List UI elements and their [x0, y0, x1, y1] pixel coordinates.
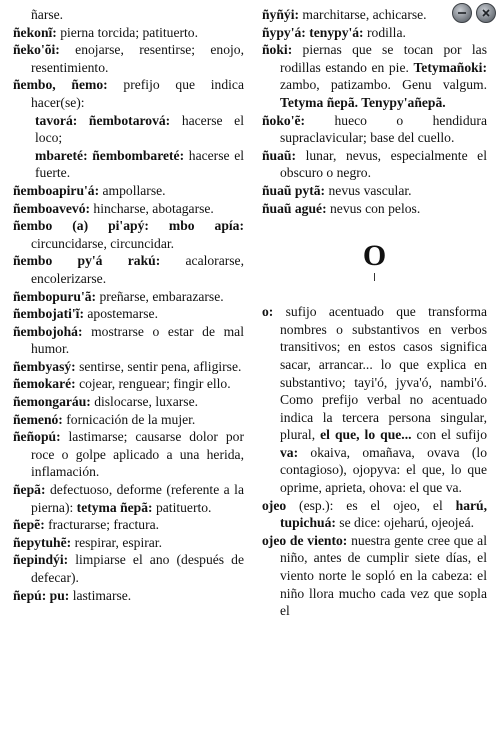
entry-body: hueco o hendidura supraclavicular; base del cuello. — [280, 112, 487, 146]
dictionary-entry — [13, 411, 244, 429]
dictionary-entry — [13, 587, 244, 605]
dictionary-entry — [13, 182, 244, 200]
entry-headword: ñemenó: — [13, 411, 63, 427]
entry-headword: o: — [262, 304, 274, 320]
dictionary-entry — [262, 41, 487, 111]
entry-headword: ñepẽ: — [13, 517, 45, 533]
entry-body: hacerse el loco; — [35, 112, 244, 146]
entry-body: (esp.): es el ojeo, el — [286, 497, 456, 513]
dictionary-entry — [262, 182, 487, 200]
entry-headword-inline: Tetymañoki: — [413, 59, 487, 75]
section-letter-text: O — [362, 239, 387, 273]
entry-headword: ñembo (a) pi'apý: mbo apía: — [13, 218, 244, 234]
entry-headword: ñembyasý: — [13, 358, 76, 374]
entry-body: nevus vascular. — [325, 182, 412, 198]
entry-headword: ñepã: — [13, 482, 46, 498]
sub-entry — [13, 147, 244, 182]
left-column — [13, 6, 244, 604]
entry-body: mostrarse o estar de mal humor. — [31, 323, 244, 357]
entry-body: defectuoso, deforme (referente a la pierna): — [31, 482, 244, 515]
dictionary-entry — [13, 24, 244, 42]
entry-body: se dice: ojeharú, ojeojeá. — [335, 515, 475, 531]
entry-body: nuestra gente cree que al niño, antes de cumplir siete días, el viento norte le sopló en la cabeza: el niño llora mucho cada vez que sopla el — [280, 532, 487, 619]
dictionary-entry — [13, 41, 244, 76]
dictionary-entry — [262, 6, 487, 24]
entry-headword: ñepú: pu: — [13, 587, 70, 603]
entry-body: lastimarse. — [69, 587, 132, 603]
entry-headword: tavorá: ñembotarová: — [35, 112, 171, 128]
dictionary-entry — [13, 481, 244, 516]
entry-headword-inline: tetyma ñepã: — [76, 499, 153, 515]
entry-body: dislocarse, luxarse. — [90, 394, 199, 410]
entry-body: circuncidarse, circuncidar. — [31, 235, 175, 251]
entry-headword: ñuaũ pytã: — [262, 182, 326, 198]
dictionary-entry — [13, 200, 244, 218]
entry-headword: ñemongaráu: — [13, 394, 91, 410]
entry-body: pierna torcida; patituerto. — [56, 24, 198, 40]
right-column — [262, 6, 487, 620]
entry-headword: ñembo py'á rakú: — [13, 253, 161, 269]
dictionary-entry — [13, 217, 244, 252]
dictionary-entry — [13, 252, 244, 287]
entry-headword: ñekonĩ: — [13, 24, 57, 40]
entry-headword: ojeo de viento: — [262, 532, 348, 548]
entry-headword: ñeñopú: — [13, 429, 61, 445]
entry-headword: ñypy'á: tenypy'á: — [262, 24, 364, 40]
entry-body: marchitarse, achicarse. — [299, 7, 427, 22]
entry-headword: ñoki: — [262, 42, 293, 58]
sub-entry — [13, 112, 244, 147]
entry-headword: ojeo — [262, 497, 287, 513]
dictionary-entry — [13, 323, 244, 358]
dictionary-entry — [13, 76, 244, 111]
dictionary-entry — [262, 112, 487, 147]
dictionary-entry — [13, 428, 244, 481]
entry-body: rodilla. — [363, 24, 406, 40]
entry-body: piernas que se tocan por las rodillas estando en pie. — [280, 42, 487, 75]
entry-headword-inline: va: — [280, 444, 299, 460]
entry-body: apostemarse. — [83, 306, 158, 322]
entry-headword: ñuaũ: — [262, 147, 297, 163]
entry-headword-inline: Tetyma ñepã. Tenypy'añepã. — [280, 94, 446, 110]
entry-headword: ñemboapiru'á: — [13, 182, 100, 198]
entry-body: enojarse, resentirse; enojo, resentimiento. — [31, 42, 244, 75]
dictionary-entry — [262, 24, 487, 42]
entry-body: preñarse, embarazarse. — [96, 288, 224, 304]
entry-headword: ñoko'ẽ: — [262, 112, 306, 128]
entry-headword: ñemokaré: — [13, 376, 76, 392]
entry-body: hincharse, abotagarse. — [90, 200, 214, 216]
dictionary-entry — [262, 303, 487, 497]
entry-body: nevus con pelos. — [326, 200, 421, 216]
entry-body: limpiarse el ano (después de defecar). — [31, 552, 244, 585]
entry-body: cojear, renguear; fingir ello. — [75, 376, 231, 392]
entry-headword: mbareté: ñembombareté: — [35, 147, 185, 163]
entry-body: con el sufijo — [411, 427, 487, 443]
section-letter — [262, 239, 487, 281]
dictionary-entry — [13, 551, 244, 586]
continuation-text — [13, 6, 244, 24]
dictionary-entry — [262, 532, 487, 620]
entry-body: patituerto. — [152, 499, 212, 515]
entry-headword: ñeko'õi: — [13, 42, 60, 58]
entry-body: respirar, espirar. — [71, 534, 162, 550]
entry-body: fracturarse; fractura. — [44, 517, 160, 533]
dictionary-entry — [13, 305, 244, 323]
entry-body: lastimarse; causarse dolor por roce o golpe aplicado a una herida, inflamación. — [31, 429, 244, 480]
dictionary-entry — [13, 375, 244, 393]
dictionary-entry — [13, 288, 244, 306]
dictionary-entry — [13, 358, 244, 376]
entry-body: ampollarse. — [99, 182, 166, 198]
dictionary-entry — [13, 393, 244, 411]
entry-body: lunar, nevus, especialmente el obscuro o negro. — [280, 147, 487, 181]
entry-body: sentirse, sentir pena, afligirse. — [75, 358, 242, 374]
entry-body: fornicación de la mujer. — [62, 411, 196, 427]
entry-body: acalorarse, encolerizarse. — [31, 253, 244, 286]
entry-body: hacerse el fuerte. — [35, 147, 245, 181]
entry-body: zambo, patizambo. Genu valgum. — [280, 77, 487, 93]
entry-headword: ñemboavevó: — [13, 200, 91, 216]
entry-headword: ñembojati'ĩ: — [13, 306, 84, 322]
entry-headword: ñepytuhẽ: — [13, 534, 72, 550]
entry-body: sufijo acentuado que transforma nombres o substantivos en verbos transitivos; en estos casos significa sacar, arrancar... lo que explica en substantivo; tayi'ó, jyva'ó, nambi'ó. Como prefijo verbal no acentuado indica la tercera persona singular, plural, — [273, 304, 487, 443]
dictionary-entry — [13, 516, 244, 534]
entry-headword-inline: el que, lo que... — [320, 427, 412, 443]
letter-ornament — [374, 273, 375, 281]
entry-headword: ñepindýi: — [13, 552, 69, 568]
dictionary-entry — [262, 147, 487, 182]
entry-headword: ñembojohá: — [13, 323, 83, 339]
entry-body: okaiva, omañava, ovava (lo contagioso), ojopyva: el que, lo que oprime, aprieta, ohova: el que va. — [280, 444, 487, 496]
entry-headword-inline: harú, tupichuá: — [280, 497, 487, 531]
dictionary-entry — [262, 497, 487, 532]
entry-headword: ñuaũ agué: — [262, 200, 327, 216]
entry-headword: ñembopuru'ã: — [13, 288, 97, 304]
entry-headword: ñembo, ñemo: — [13, 77, 108, 93]
entry-body: ñarse. — [31, 7, 64, 22]
dictionary-entry — [13, 534, 244, 552]
dictionary-entry — [262, 200, 487, 218]
entry-headword: ñyñýi: — [262, 7, 300, 22]
entry-body: prefijo que indica hacer(se): — [31, 77, 244, 110]
